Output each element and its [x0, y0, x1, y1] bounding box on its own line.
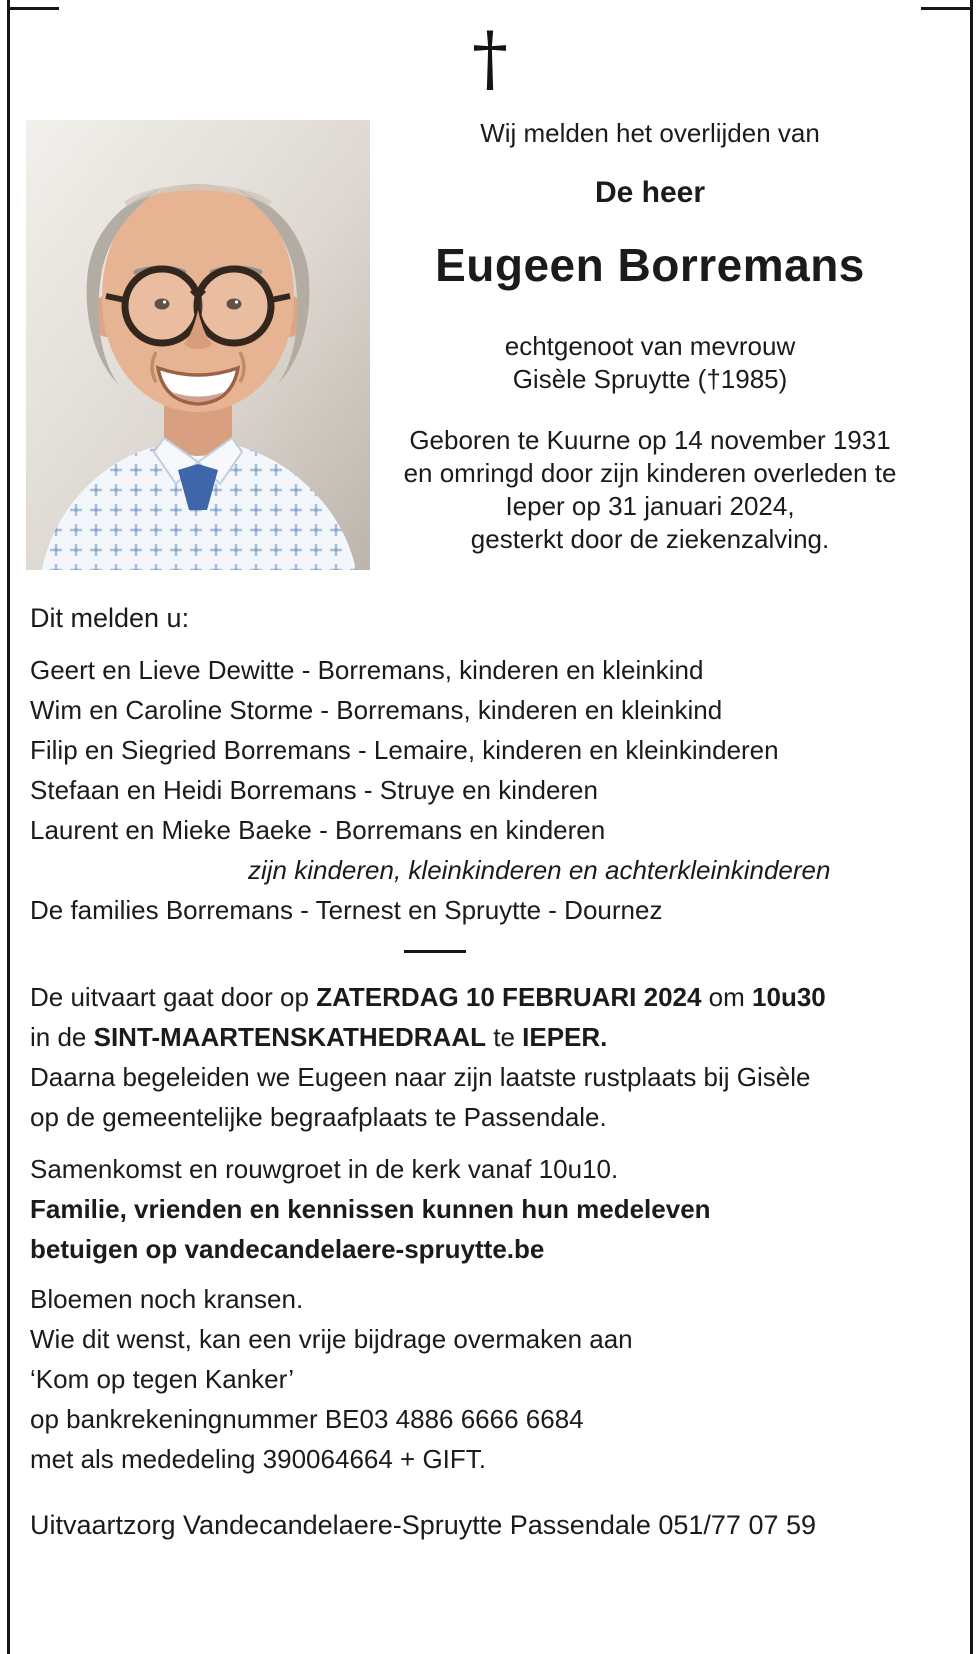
condolence-line: Familie, vrienden en kennissen kunnen hun medeleven — [30, 1194, 711, 1224]
cross-icon: † — [472, 16, 508, 100]
donation-reference-line: met als mededeling 390064664 + GIFT. — [30, 1444, 487, 1474]
family-member-line: Geert en Lieve Dewitte - Borremans, kinderen en kleinkind — [30, 655, 704, 685]
funeral-time: 10u30 — [752, 982, 826, 1012]
deceased-title: De heer — [594, 176, 706, 209]
spouse-paragraph — [378, 330, 922, 396]
card-border-top-left — [7, 7, 59, 10]
family-member-line: Stefaan en Heidi Borremans - Struye en kinderen — [30, 775, 598, 805]
donation-charity-line: ‘Kom op tegen Kanker’ — [30, 1364, 295, 1394]
funeral-time-connector: om — [701, 982, 753, 1012]
gathering-paragraph — [30, 1149, 930, 1269]
announcement-intro: Wij melden het overlijden van — [480, 118, 820, 148]
life-line: en omringd door zijn kinderen overleden te — [403, 458, 897, 488]
funeral-date-prefix: De uitvaart gaat door op — [30, 982, 317, 1012]
gathering-time-line: Samenkomst en rouwgroet in de kerk vanaf 10u10. — [30, 1154, 619, 1184]
donation-line: Wie dit wenst, kan een vrije bijdrage overmaken aan — [30, 1324, 633, 1354]
card-border-top-right — [921, 7, 973, 10]
section-divider — [404, 950, 466, 953]
funeral-paragraph — [30, 977, 930, 1137]
spouse-name: Gisèle Spruytte (†1985) — [512, 364, 788, 394]
relatives-line: zijn kinderen, kleinkinderen en achterkleinkinderen — [248, 855, 831, 885]
donation-paragraph — [30, 1279, 930, 1479]
life-line: Ieper op 31 januari 2024, — [505, 491, 795, 521]
life-line: Geboren te Kuurne op 14 november 1931 — [409, 425, 891, 455]
funeral-city: IEPER. — [522, 1022, 608, 1052]
burial-line: Daarna begeleiden we Eugeen naar zijn laatste rustplaats bij Gisèle — [30, 1062, 811, 1092]
condolence-website-line: betuigen op vandecandelaere-spruytte.be — [30, 1234, 545, 1264]
funeral-home-footer: Uitvaartzorg Vandecandelaere-Spruytte Passendale 051/77 07 59 — [30, 1510, 817, 1540]
family-member-line: Filip en Siegried Borremans - Lemaire, kinderen en kleinkinderen — [30, 735, 779, 765]
card-border-right — [970, 0, 973, 1654]
card-border-left — [7, 0, 10, 1654]
family-member-line: Wim en Caroline Storme - Borremans, kinderen en kleinkind — [30, 695, 723, 725]
portrait-photo — [26, 120, 370, 570]
family-list — [30, 650, 930, 930]
card-body — [30, 598, 930, 1545]
funeral-location-connector: te — [486, 1022, 523, 1052]
family-member-line: Laurent en Mieke Baeke - Borremans en kinderen — [30, 815, 606, 845]
funeral-date: ZATERDAG 10 FEBRUARI 2024 — [316, 982, 702, 1012]
spouse-line: echtgenoot van mevrouw — [504, 331, 796, 361]
families-line: De families Borremans - Ternest en Spruytte - Dournez — [30, 895, 663, 925]
donation-account-line: op bankrekeningnummer BE03 4886 6666 6684 — [30, 1404, 584, 1434]
burial-place-line: op de gemeentelijke begraafplaats te Passendale. — [30, 1102, 607, 1132]
funeral-location-prefix: in de — [30, 1022, 94, 1052]
deceased-name: Eugeen Borremans — [435, 239, 865, 291]
funeral-date-line — [30, 977, 930, 1017]
funeral-location-line — [30, 1017, 930, 1057]
family-section-heading: Dit melden u: — [30, 603, 190, 633]
funeral-church: SINT-MAARTENSKATHEDRAAL — [93, 1022, 486, 1052]
life-paragraph — [378, 424, 922, 556]
life-line: gesterkt door de ziekenzalving. — [470, 524, 830, 554]
donation-line: Bloemen noch kransen. — [30, 1284, 304, 1314]
announcement-header — [378, 118, 922, 556]
